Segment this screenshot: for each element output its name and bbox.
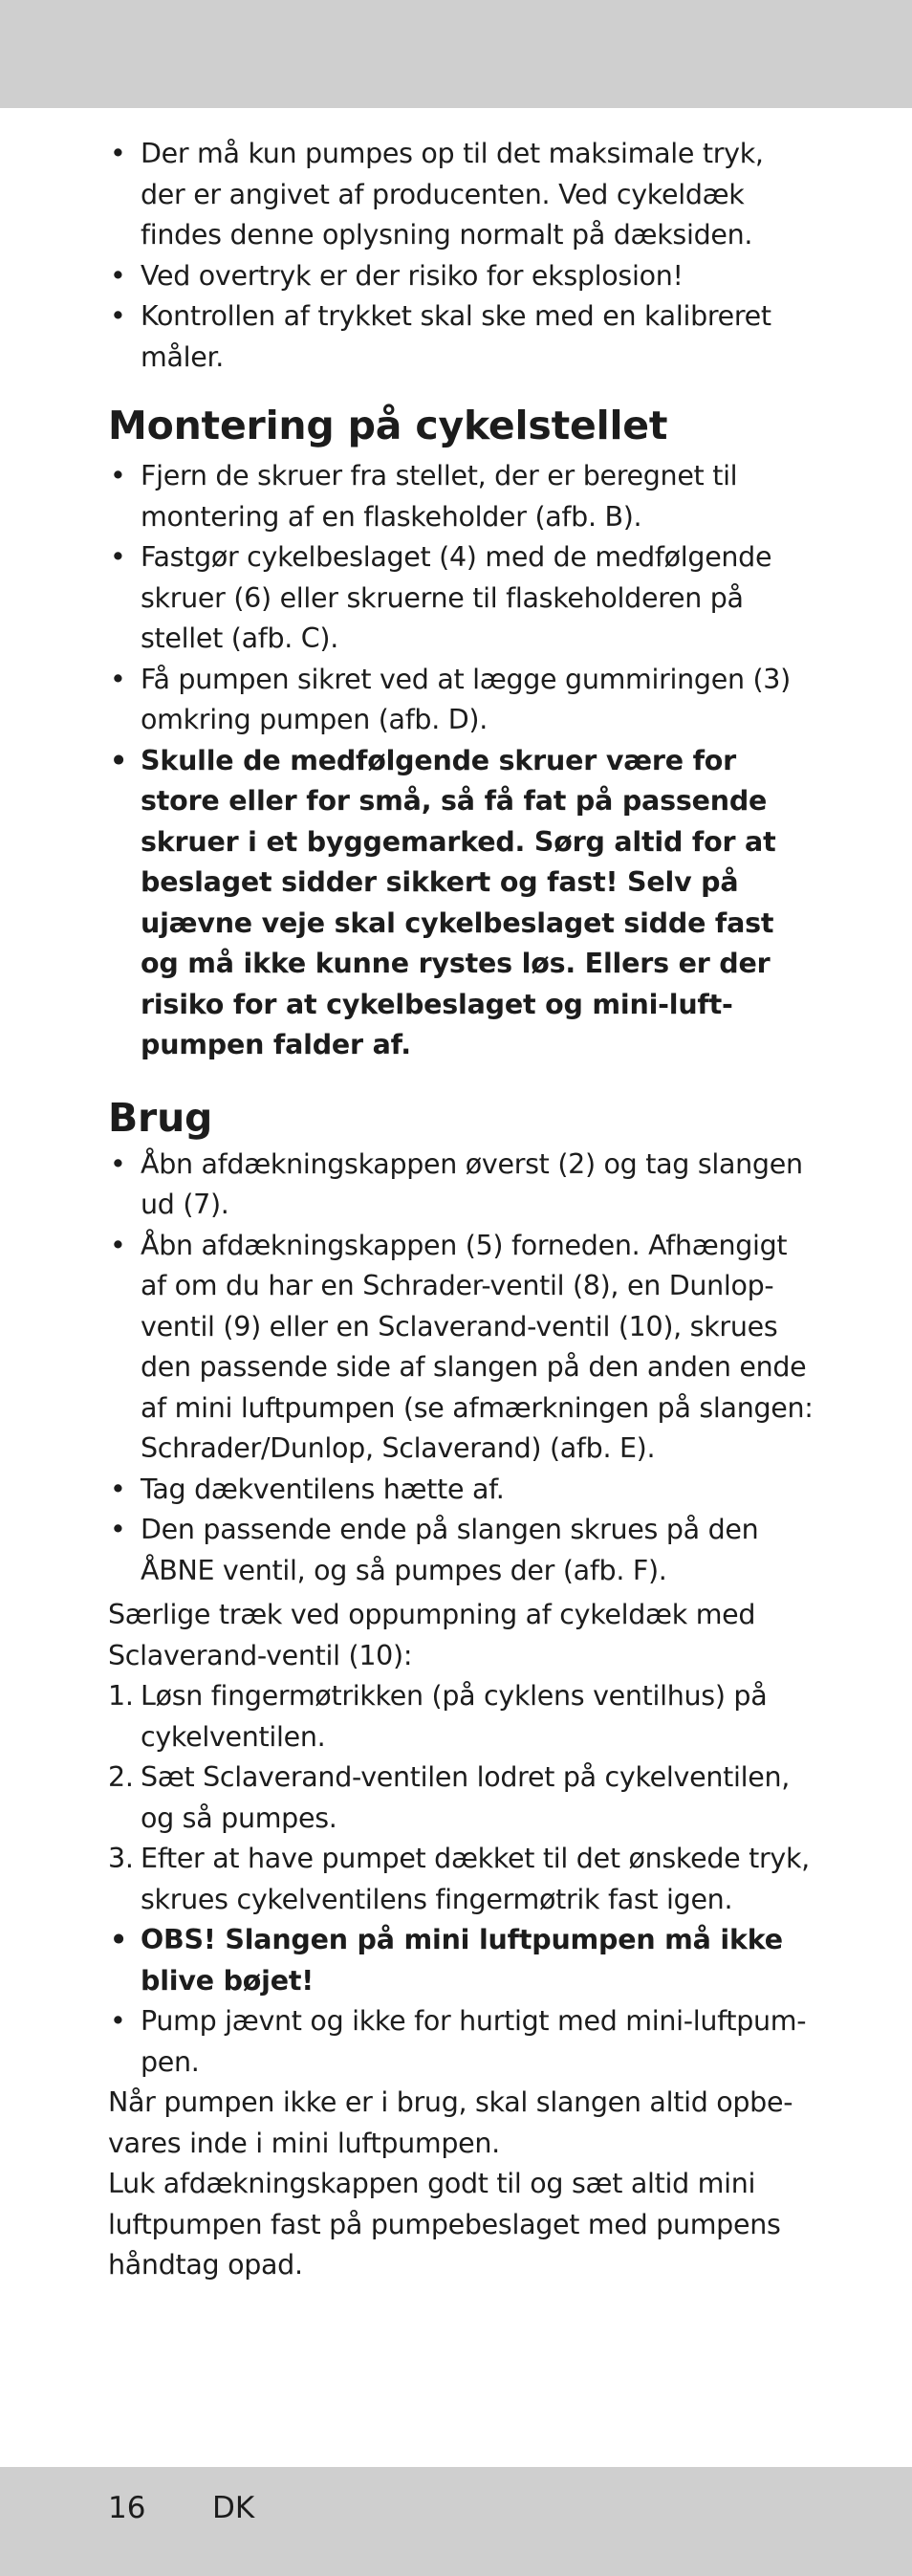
list-item: • Ved overtryk er der risiko for eksplosion! [108, 256, 815, 297]
usage-final-bullets [108, 1920, 815, 2083]
storage-paragraph: Når pumpen ikke er i brug, skal slangen altid opbe-vares inde i mini luftpumpen. [108, 2086, 793, 2159]
step-text: Sæt Sclaverand-ventilen lodret på cykelventilen, og så pumpes. [141, 1761, 790, 1834]
step-item [108, 1839, 815, 1920]
list-item: • Pump jævnt og ikke for hurtigt med mini-luftpum-pen. [108, 2001, 815, 2083]
header-band [0, 0, 912, 108]
section-heading-mounting: Montering på cykelstellet [108, 403, 668, 448]
closing-paragraph: Luk afdækningskappen godt til og sæt altid mini luftpumpen fast på pumpebeslaget med pumpens håndtag opad. [108, 2168, 781, 2281]
step-text: Løsn fingermøtrikken (på cyklens ventilhus) på cykelventilen. [141, 1680, 768, 1753]
mounting-warning: • Skulle de medfølgende skruer være for store eller for små, så få fat på passende skruer i et byggemarked. Sørg altid for at beslaget sidder sikkert og fast! Selv på ujævne veje skal cykelbeslaget sidde fast og må ikke kunne rystes løs. Ellers er der risiko for at cykelbeslaget og mini-luft-pumpen falder af. [108, 741, 815, 1066]
page-number: 16 [108, 2491, 146, 2525]
usage-bullet-list [108, 1145, 815, 1592]
section-heading-usage: Brug [108, 1094, 213, 1141]
step-item [108, 1757, 815, 1839]
list-item: • Åbn afdækningskappen øverst (2) og tag slangen ud (7). [108, 1145, 815, 1226]
obs-warning: • OBS! Slangen på mini luftpumpen må ikke blive bøjet! [108, 1920, 815, 2001]
step-number: 2. [108, 1761, 134, 1793]
sclaverand-steps [108, 1676, 815, 1920]
list-item: • Kontrollen af trykket skal ske med en kalibreret måler. [108, 296, 815, 378]
list-item: • Få pumpen sikret ved at lægge gummiringen (3) omkring pumpen (afb. D). [108, 660, 815, 741]
intro-bullet-list [108, 134, 815, 378]
list-item: • Fjern de skruer fra stellet, der er beregnet til montering af en flaskeholder (afb. B). [108, 456, 815, 537]
step-item [108, 1676, 815, 1757]
manual-page-content [108, 134, 815, 2286]
list-item: • Der må kun pumpes op til det maksimale tryk, der er angivet af producenten. Ved cykeldæk findes denne oplysning normalt på dæksiden. [108, 134, 815, 256]
list-item: • Den passende ende på slangen skrues på den ÅBNE ventil, og så pumpes der (afb. F). [108, 1510, 815, 1591]
language-code: DK [212, 2491, 255, 2525]
list-item: • Åbn afdækningskappen (5) forneden. Afhængigt af om du har en Schrader-ventil (8), en Dunlop-ventil (9) eller en Sclaverand-ventil (10), skrues den passende side af slangen på den anden ende af mini luftpumpen (se afmærkningen på slangen: Schrader/Dunlop, Sclaverand) (afb. E). [108, 1226, 815, 1470]
list-item: • Tag dækventilens hætte af. [108, 1470, 815, 1511]
list-item: • Fastgør cykelbeslaget (4) med de medfølgende skruer (6) eller skruerne til flaskeholderen på stellet (afb. C). [108, 537, 815, 660]
step-number: 3. [108, 1843, 134, 1874]
step-number: 1. [108, 1680, 134, 1712]
sclaverand-intro: Særlige træk ved oppumpning af cykeldæk med Sclaverand-ventil (10): [108, 1599, 756, 1671]
mounting-bullet-list [108, 456, 815, 1066]
step-text: Efter at have pumpet dækket til det ønskede tryk, skrues cykelventilens fingermøtrik fast igen. [141, 1843, 810, 1915]
